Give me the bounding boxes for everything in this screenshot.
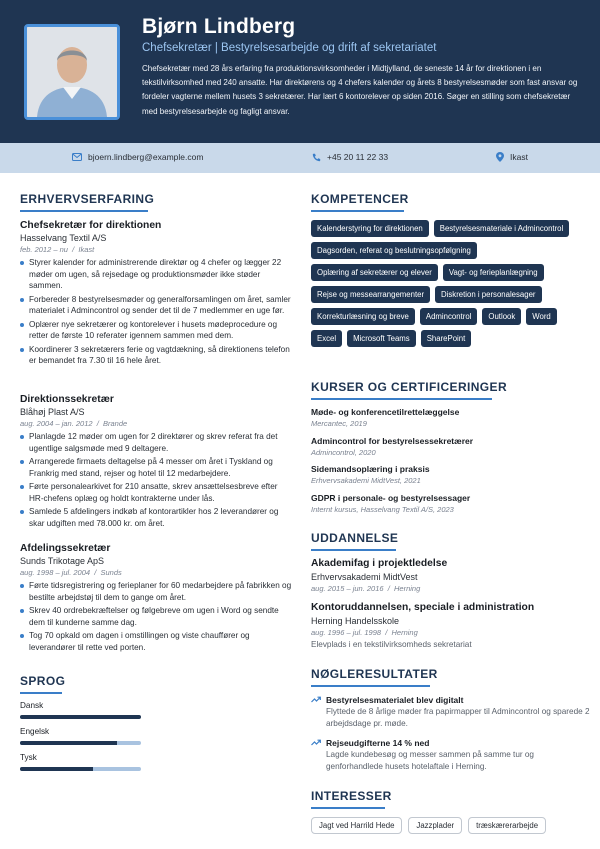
trend-up-icon — [311, 696, 321, 703]
mail-icon — [72, 153, 82, 161]
job-company: Sunds Trikotage ApS — [20, 556, 105, 566]
course-title: Sidemandsoplæring i praksis — [311, 464, 430, 474]
language-name: Tysk — [20, 753, 37, 762]
skill-chip: Diskretion i personalesager — [435, 286, 541, 303]
education-school: Herning Handelsskole — [311, 615, 400, 626]
job-meta: aug. 2004 – jan. 2012 / Brande — [20, 419, 128, 428]
job-bullet: Forbereder 8 bestyrelsesmøder og generalforsamlingen om året, samler materialet i Admincontrol og sender det til de 7 medlemmer en uge før. — [20, 294, 292, 317]
language-level-fill — [20, 741, 117, 745]
skill-chip: Outlook — [482, 308, 521, 325]
skills-list — [311, 220, 591, 347]
education-school: Erhvervsakademi MidtVest — [311, 571, 418, 582]
job-bullets — [20, 580, 292, 653]
profile-photo — [24, 24, 120, 120]
job-bullet: Tog 70 opkald om dagen i omstillingen og viste chauffører og leverandører til rette ved porten. — [20, 630, 292, 653]
header — [0, 0, 600, 143]
language-level-bar — [20, 767, 141, 771]
skill-chip: Korrekturlæsning og breve — [311, 308, 415, 325]
achievement-item — [311, 737, 591, 773]
job-entry — [20, 220, 292, 369]
achievement-description: Lagde kundebesøg og messer sammen på samme tur og genforhandlede husets hotelaftale i Herning. — [326, 750, 534, 771]
location-text: Ikast — [510, 152, 528, 162]
language-item — [20, 753, 141, 771]
job-title: Afdelingssekretær — [20, 543, 111, 554]
interests-heading: INTERESSER — [311, 789, 392, 809]
job-title: Chefsekretær for direktionen — [20, 220, 162, 231]
trend-up-icon — [311, 739, 321, 746]
skill-chip: Bestyrelsesmateriale i Admincontrol — [434, 220, 570, 237]
course-provider: Internt kursus, Hasselvang Textil A/S, 2023 — [311, 505, 454, 514]
email-text: bjoern.lindberg@example.com — [88, 152, 204, 162]
job-bullet: Koordinerer 3 sekretærers ferie og vagtdækning, så direktionens telefon er bemandet fra 7.30 til 16 hele året. — [20, 344, 292, 367]
language-level-bar — [20, 715, 141, 719]
job-company: Blåhøj Plast A/S — [20, 407, 85, 417]
phone-icon — [312, 153, 321, 162]
skill-chip: Oplæring af sekretærer og elever — [311, 264, 438, 281]
job-meta: aug. 1998 – jul. 2004 / Sunds — [20, 568, 122, 577]
job-title: Direktionssekretær — [20, 394, 114, 405]
job-bullets — [20, 431, 292, 529]
contact-phone[interactable] — [312, 152, 388, 162]
education-title: Kontoruddannelsen, speciale i administration — [311, 602, 535, 613]
skill-chip: Excel — [311, 330, 342, 347]
job-bullet: Førte personalearkivet for 210 ansatte, skrev ansættelsesbreve efter HR-chefens oplæg og holdt kontrakterne under lås. — [20, 481, 292, 504]
education-heading: UDDANNELSE — [311, 531, 398, 551]
skill-chip: Dagsorden, referat og beslutningsopfølgning — [311, 242, 477, 259]
course-provider: Mercantec, 2019 — [311, 419, 367, 428]
course-provider: Admincontrol, 2020 — [311, 448, 376, 457]
skill-chip: Kalenderstyring for direktionen — [311, 220, 429, 237]
achievement-title: Rejseudgifterne 14 % ned — [311, 737, 591, 749]
contact-location — [496, 152, 528, 162]
job-bullet: Samlede 5 afdelingers indkøb af kontorartikler hos 2 leverandører og skar udgiften med 78.000 kr. om året. — [20, 506, 292, 529]
skills-heading: KOMPETENCER — [311, 192, 409, 212]
language-level-fill — [20, 767, 93, 771]
job-meta: feb. 2012 – nu / Ikast — [20, 245, 95, 254]
job-company: Hasselvang Textil A/S — [20, 233, 107, 243]
contact-bar — [0, 143, 600, 173]
education-description: Elevplads i en tekstilvirksomheds sekretariat — [311, 639, 472, 649]
skill-chip: Microsoft Teams — [347, 330, 416, 347]
language-name: Engelsk — [20, 727, 50, 736]
course-item — [311, 406, 591, 429]
courses-heading: KURSER OG CERTIFICERINGER — [311, 380, 507, 400]
contact-email[interactable] — [72, 152, 203, 162]
achievement-title: Bestyrelsesmaterialet blev digitalt — [311, 694, 591, 706]
language-item — [20, 701, 141, 719]
achievements-heading: NØGLERESULTATER — [311, 667, 438, 687]
language-level-fill — [20, 715, 141, 719]
language-level-bar — [20, 741, 141, 745]
course-item — [311, 435, 591, 458]
skill-chip: Admincontrol — [420, 308, 478, 325]
languages-heading: SPROG — [20, 674, 65, 694]
achievement-description: Flyttede de 8 årlige møder fra papirmapper til Admincontrol og sparede 2 arbejdsdage pr. møde. — [326, 707, 590, 728]
course-item — [311, 492, 591, 515]
interests-list — [311, 817, 546, 834]
job-bullet: Førte tidsregistrering og ferieplaner for 60 medarbejdere på fabrikken og bestilte arbejdstøj til dem to gange om året. — [20, 580, 292, 603]
job-entry — [20, 394, 292, 531]
course-item — [311, 463, 591, 486]
course-title: Admincontrol for bestyrelsessekretærer — [311, 436, 474, 446]
job-bullet: Planlagde 12 møder om ugen for 2 direktører og skrev referat fra det ugentlige salgsmøde med 9 deltagere. — [20, 431, 292, 454]
language-name: Dansk — [20, 701, 44, 710]
profile-summary: Chefsekretær med 28 års erfaring fra produktionsvirksomheder i Midtjylland, de seneste 14 år for direktionen i en tekstilvirksomhed med 240 ansatte. Har direktørens og 4 chefers kalender og årets 8 bestyrelsesmøder som fast ansvar og fordeler vagterne mellem husets 3 sekretærer. Har lært 6 kontorelever op siden 2016. Søger en stilling som chefsekretær med bestyrelsesarbejde og fagligt ansvar. — [142, 64, 578, 116]
language-item — [20, 727, 141, 745]
education-title: Akademifag i projektledelse — [311, 558, 448, 569]
skill-chip: Vagt- og ferieplanlægning — [443, 264, 544, 281]
education-item — [311, 558, 591, 595]
interest-tag: Jagt ved Harrild Hede — [311, 817, 402, 834]
job-bullets — [20, 257, 292, 367]
skill-chip: Rejse og messearrangementer — [311, 286, 430, 303]
course-title: Møde- og konferencetilrettelæggelse — [311, 407, 460, 417]
job-bullet: Skrev 40 ordrebekræftelser og følgebreve om ugen i Word og sendte dem til kunderne samme dag. — [20, 605, 292, 628]
skill-chip: Word — [526, 308, 557, 325]
job-bullet: Oplærer nye sekretærer og kontorelever i husets mødeprocedure og retter de første 10 referater igennem sammen med dem. — [20, 319, 292, 342]
location-pin-icon — [496, 152, 504, 162]
achievement-item — [311, 694, 591, 730]
candidate-name: Bjørn Lindberg — [142, 15, 296, 38]
course-title: GDPR i personale- og bestyrelsessager — [311, 493, 471, 503]
course-provider: Erhvervsakademi MidtVest, 2021 — [311, 476, 421, 485]
education-item — [311, 602, 591, 651]
phone-text: +45 20 11 22 33 — [327, 152, 389, 162]
education-meta: aug. 1996 – jul. 1998 / Herning — [311, 627, 418, 637]
candidate-title: Chefsekretær | Bestyrelsesarbejde og drift af sekretariatet — [142, 42, 437, 54]
interest-tag: træskærerarbejde — [468, 817, 546, 834]
education-meta: aug. 2015 – jun. 2016 / Herning — [311, 583, 421, 593]
job-bullet: Styrer kalender for administrerende direktør og 4 chefer og lægger 22 møder om ugen, så rejsedage og produktionsmøder ikke støder sammen. — [20, 257, 292, 292]
job-bullet: Arrangerede firmaets deltagelse på 4 messer om året i Tyskland og Frankrig med stand, rejser og hotel til 12 medarbejdere. — [20, 456, 292, 479]
interest-tag: Jazzplader — [408, 817, 462, 834]
experience-heading: ERHVERVSERFARING — [20, 192, 154, 212]
job-entry — [20, 543, 292, 655]
skill-chip: SharePoint — [421, 330, 472, 347]
